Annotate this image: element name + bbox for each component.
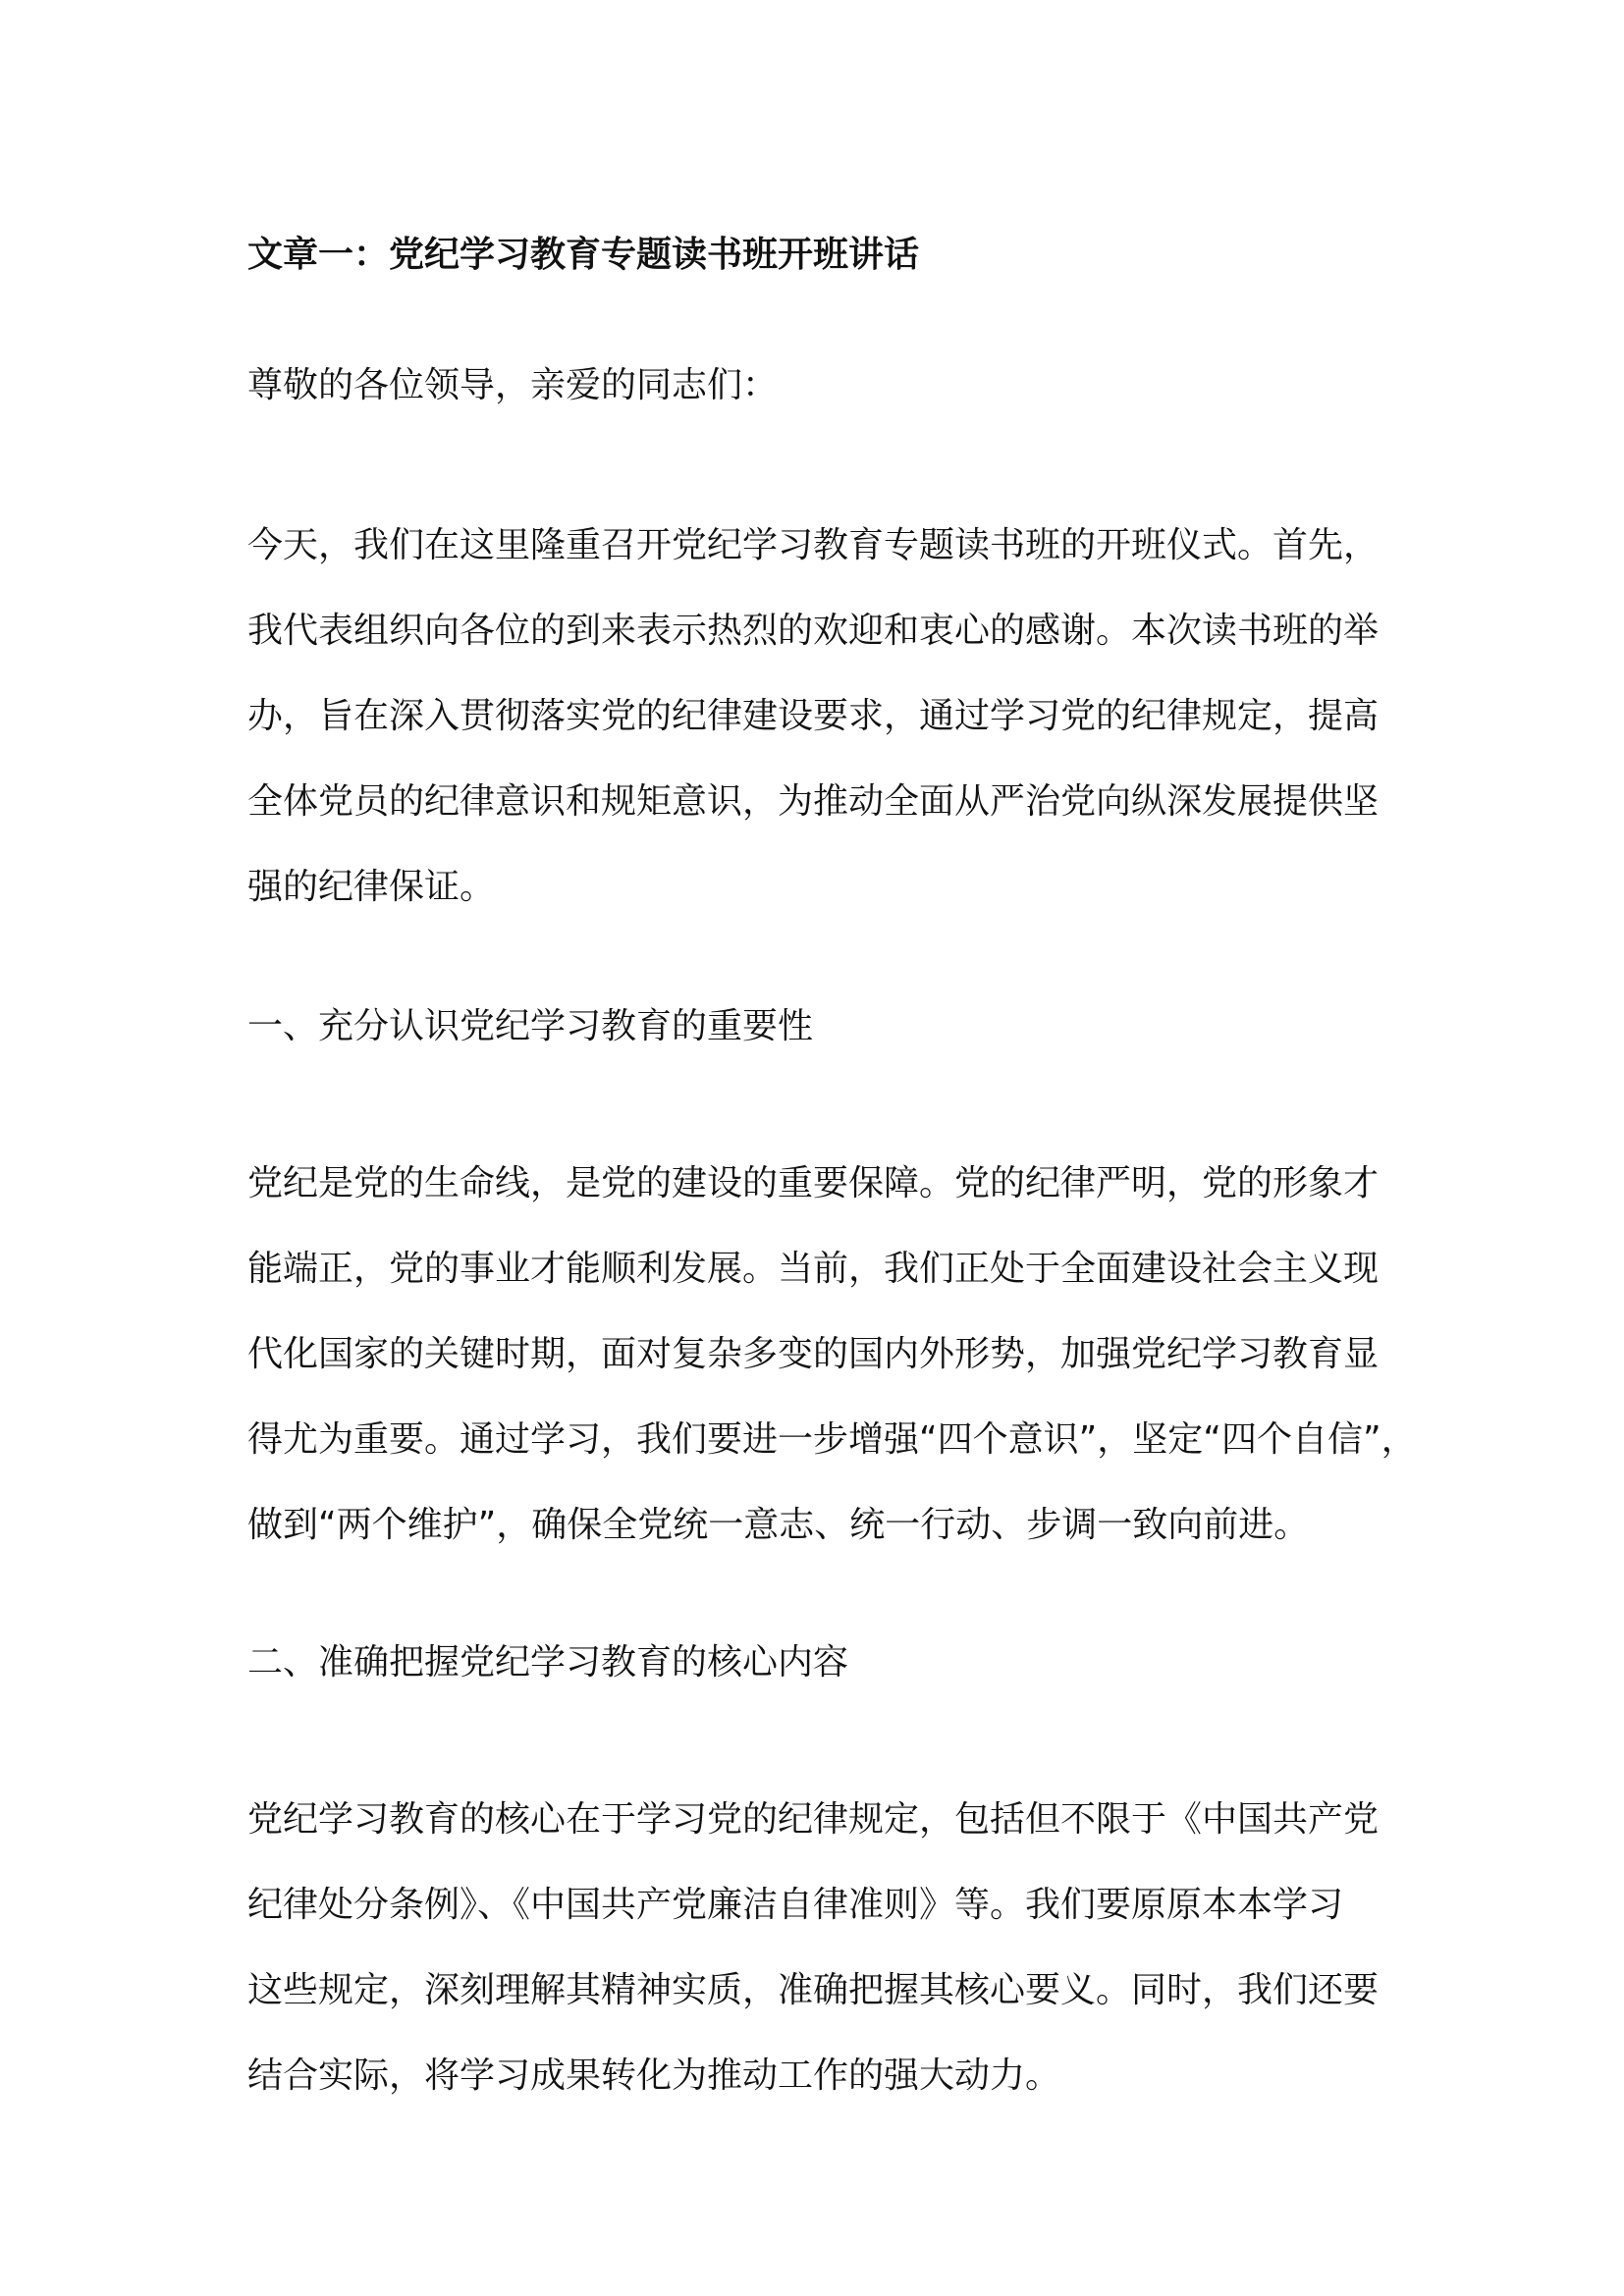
section-heading-1: 一、充分认识党纪学习教育的重要性 bbox=[247, 1006, 814, 1046]
paragraph-line: 能端正，党的事业才能顺利发展。当前，我们正处于全面建设社会主义现 bbox=[247, 1249, 1380, 1289]
paragraph-line: 全体党员的纪律意识和规矩意识，为推动全面从严治党向纵深发展提供坚 bbox=[247, 781, 1380, 822]
paragraph-line: 党纪学习教育的核心在于学习党的纪律规定，包括但不限于《中国共产党 bbox=[247, 1799, 1380, 1840]
document-body bbox=[247, 226, 1417, 2118]
paragraph-line: 这些规定，深刻理解其精神实质，准确把握其核心要义。同时，我们还要 bbox=[247, 1970, 1380, 2010]
paragraph-line: 党纪是党的生命线，是党的建设的重要保障。党的纪律严明，党的形象才 bbox=[247, 1163, 1380, 1203]
paragraph-line: 强的纪律保证。 bbox=[247, 867, 496, 907]
paragraph-line: 结合实际，将学习成果转化为推动工作的强大动力。 bbox=[247, 2056, 1061, 2096]
paragraph-line: 办，旨在深入贯彻落实党的纪律建设要求，通过学习党的纪律规定，提高 bbox=[247, 696, 1380, 736]
salutation: 尊敬的各位领导，亲爱的同志们： bbox=[247, 365, 779, 405]
spacer bbox=[247, 930, 1386, 997]
spacer bbox=[247, 1568, 1386, 1633]
spacer bbox=[247, 285, 1386, 356]
section-heading-2: 二、准确把握党纪学习教育的核心内容 bbox=[247, 1642, 849, 1682]
spacer bbox=[247, 415, 1386, 503]
paragraph-line: 我代表组织向各位的到来表示热烈的欢迎和衷心的感谢。本次读书班的举 bbox=[247, 611, 1380, 651]
spacer bbox=[247, 1692, 1386, 1777]
paragraph-line: 今天，我们在这里隆重召开党纪学习教育专题读书班的开班仪式。首先， bbox=[247, 525, 1380, 565]
paragraph-line: 纪律处分条例》、《中国共产党廉洁自律准则》等。我们要原原本本学习 bbox=[247, 1885, 1344, 1925]
spacer bbox=[247, 1056, 1386, 1141]
paragraph-line: 得尤为重要。通过学习，我们要进一步增强“四个意识”，坚定“四个自信”， bbox=[247, 1419, 1417, 1460]
paragraph-line: 代化国家的关键时期，面对复杂多变的国内外形势，加强党纪学习教育显 bbox=[247, 1334, 1380, 1374]
paragraph-intro bbox=[247, 503, 1386, 930]
paragraph-line: 做到“两个维护”，确保全党统一意志、统一行动、步调一致向前进。 bbox=[247, 1505, 1310, 1545]
article-title: 文章一：党纪学习教育专题读书班开班讲话 bbox=[247, 235, 920, 275]
paragraph-importance bbox=[247, 1141, 1417, 1568]
paragraph-core-content bbox=[247, 1777, 1386, 2118]
